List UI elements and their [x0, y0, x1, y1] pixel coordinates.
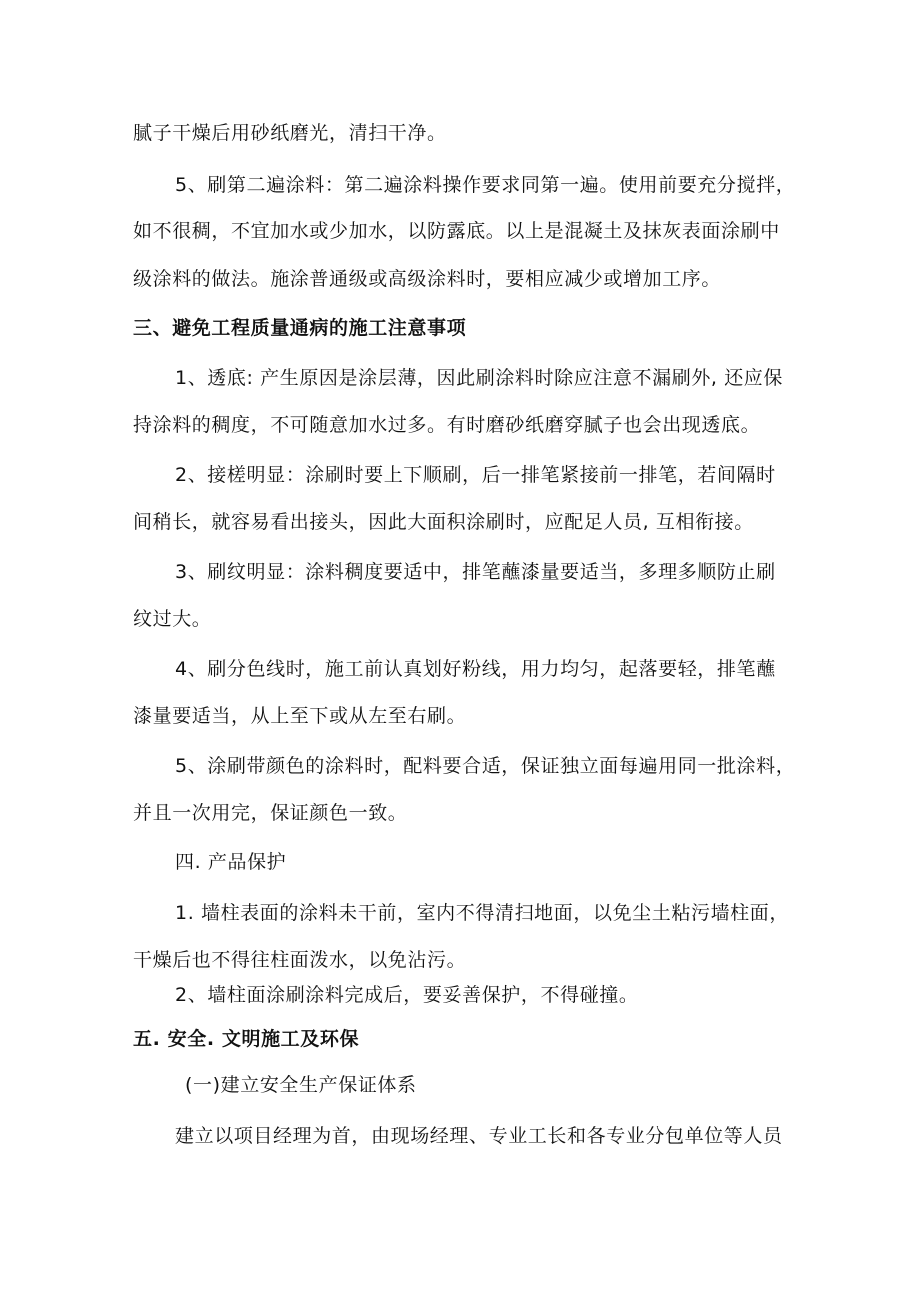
paragraph-line: 漆量要适当，从上至下或从左至右刷。 — [133, 705, 467, 727]
section-heading: 四. 产品保护 — [175, 851, 287, 873]
paragraph-line: 5、刷第二遍涂料：第二遍涂料操作要求同第一遍。使用前要充分搅拌， — [175, 174, 796, 196]
paragraph-line: 2、墙柱面涂刷涂料完成后，要妥善保护，不得碰撞。 — [175, 984, 639, 1006]
paragraph-line: 4、刷分色线时，施工前认真划好粉线，用力均匀，起落要轻，排笔蘸 — [175, 658, 776, 680]
paragraph-line: 干燥后也不得往柱面泼水，以免沾污。 — [133, 949, 467, 971]
section-heading: 五. 安全. 文明施工及环保 — [133, 1028, 360, 1050]
paragraph-line: 级涂料的做法。施涂普通级或高级涂料时，要相应减少或增加工序。 — [133, 268, 722, 290]
section-heading: 三、避免工程质量通病的施工注意事项 — [133, 317, 467, 339]
paragraph-line: 2、接槎明显：涂刷时要上下顺刷，后一排笔紧接前一排笔，若间隔时 — [175, 464, 776, 486]
paragraph-line: 腻子干燥后用砂纸磨光，清扫干净。 — [133, 122, 447, 144]
paragraph-line: 1. 墙柱表面的涂料未干前，室内不得清扫地面，以免尘土粘污墙柱面， — [175, 902, 789, 924]
paragraph-line: 建立以项目经理为首，由现场经理、专业工长和各专业分包单位等人员 — [175, 1125, 783, 1147]
paragraph-line: 1、透底: 产生原因是涂层薄，因此刷涂料时除应注意不漏刷外, 还应保 — [175, 367, 784, 389]
paragraph-line: 如不很稠，不宜加水或少加水，以防露底。以上是混凝土及抹灰表面涂刷中 — [133, 220, 780, 242]
paragraph-line: 5、涂刷带颜色的涂料时，配料要合适，保证独立面每遍用同一批涂料， — [175, 755, 796, 777]
paragraph-line: 并且一次用完，保证颜色一致。 — [133, 802, 408, 824]
paragraph-line: 纹过大。 — [133, 608, 212, 630]
paragraph-line: 3、刷纹明显：涂料稠度要适中，排笔蘸漆量要适当，多理多顺防止刷 — [175, 561, 776, 583]
paragraph-line: 持涂料的稠度，不可随意加水过多。有时磨砂纸磨穿腻子也会出现透底。 — [133, 414, 761, 436]
paragraph-line: 间稍长，就容易看出接头，因此大面积涂刷时，应配足人员, 互相衔接。 — [133, 511, 754, 533]
subsection-heading: (一)建立安全生产保证体系 — [185, 1074, 417, 1096]
